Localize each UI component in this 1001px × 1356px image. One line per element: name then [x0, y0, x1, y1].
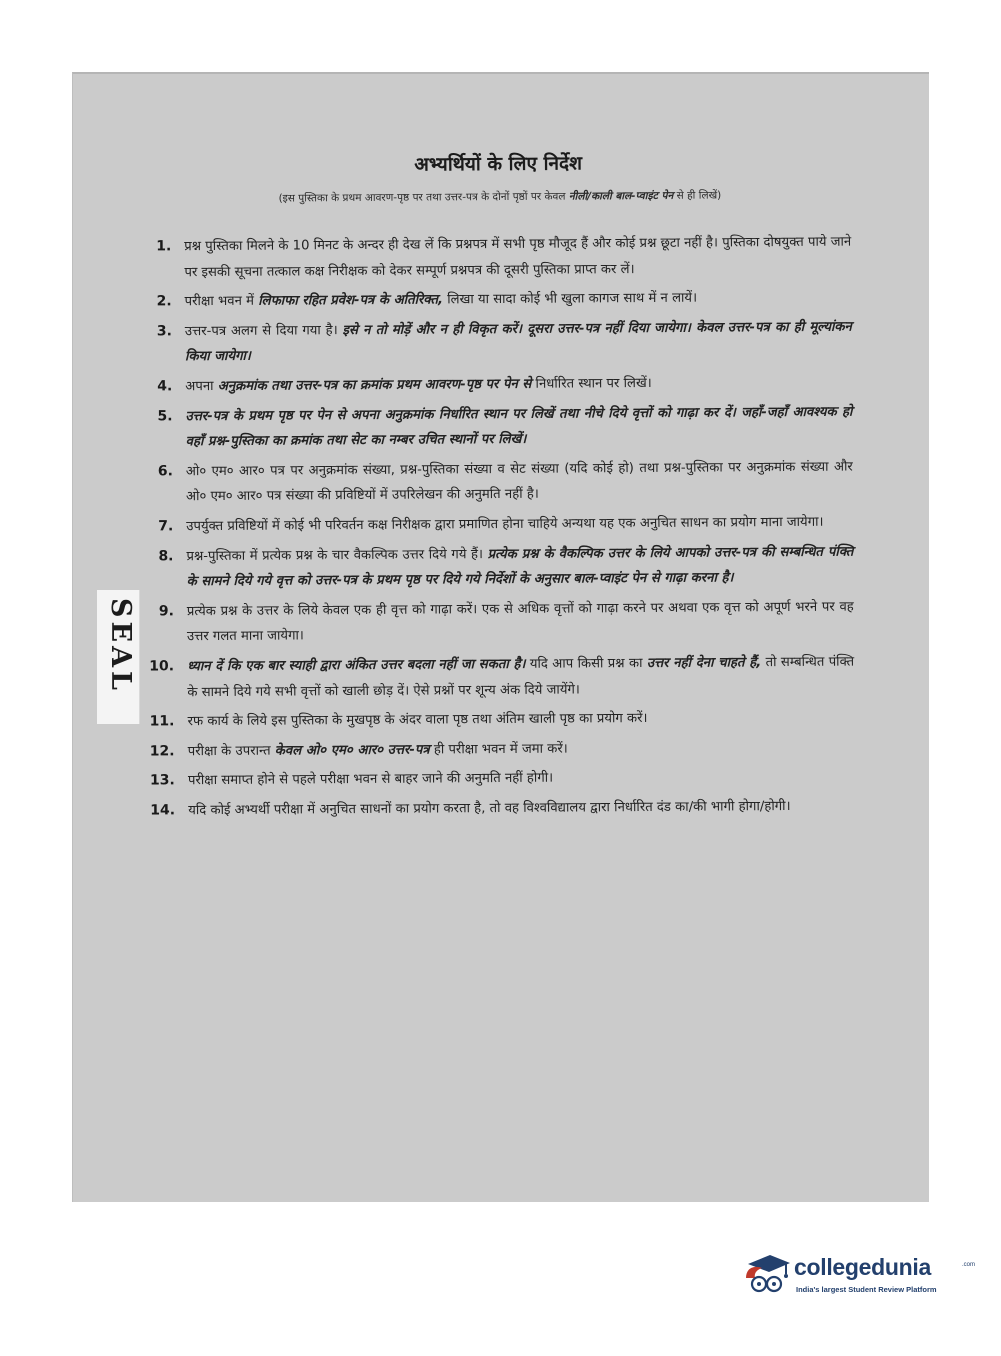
instruction-number: 14.: [150, 802, 176, 819]
instruction-emphasis: उत्तर-पत्र के प्रथम पृष्ठ पर पेन से अपना अनुक्रमांक निर्धारित स्थान पर लिखें तथा नीचे दिये वृत्तों को गाढ़ा कर दें। जहाँ-जहाँ आवश्यक हो वहाँ प्रश्न-पुस्तिका का क्रमांक तथा सेट का नम्बर उचित स्थानों पर लिखें।: [185, 404, 853, 450]
instruction-item: [159, 594, 854, 650]
instruction-item: [157, 370, 852, 400]
instruction-emphasis: अनुक्रमांक तथा उत्तर-पत्र का क्रमांक प्रथम आवरण-पृष्ठ पर पेन से: [217, 376, 532, 394]
instruction-emphasis: केवल ओ० एम० आर० उत्तर-पत्र: [274, 742, 430, 759]
instruction-item: [149, 734, 855, 764]
instruction-number: 3.: [156, 323, 172, 340]
brand-tagline: India's largest Student Review Platform: [796, 1285, 937, 1294]
instruction-number: 5.: [157, 407, 173, 424]
instruction-text: अपना: [185, 378, 218, 395]
instruction-item: [157, 399, 852, 455]
instruction-emphasis: इसे न तो मोड़ें और न ही विकृत करें। दूसरा उत्तर-पत्र नहीं दिया जायेगा। केवल उत्तर-पत्र का ही मूल्यांकन किया जायेगा।: [184, 319, 852, 365]
brand-name: collegedunia: [794, 1254, 931, 1280]
instruction-number: 13.: [149, 772, 175, 789]
seal-text: SEAL: [105, 598, 136, 695]
subtitle-end: से ही लिखें): [673, 189, 722, 202]
instruction-item: [157, 314, 852, 370]
page-title: अभ्यर्थियों के लिए निर्देश: [414, 152, 583, 176]
instruction-text: रफ कार्य के लिये इस पुस्तिका के मुखपृष्ठ के अंदर वाला पृष्ठ तथा अंतिम खाली पृष्ठ का प्रयोग करें।: [187, 711, 648, 730]
page-subtitle: [150, 188, 850, 207]
instruction-item: [149, 705, 854, 735]
instruction-emphasis: लिफाफा रहित प्रवेश-पत्र के अतिरिक्त,: [258, 292, 444, 309]
subtitle-text: (इस पुस्तिका के प्रथम आवरण-पृष्ठ पर तथा उत्तर-पत्र के दोनों पृष्ठों पर केवल: [278, 190, 569, 205]
instruction-number: 10.: [149, 658, 175, 675]
instruction-emphasis: उत्तर नहीं देना चाहते हैं,: [646, 655, 762, 671]
instruction-text: लिखा या सादा कोई भी खुला कागज साथ में न लायें।: [442, 290, 698, 308]
instruction-text: प्रत्येक प्रश्न के उत्तर के लिये केवल एक ही वृत्त को गाढ़ा करें। एक से अधिक वृत्तों को गाढ़ा करने पर अथवा एक वृत्त को अपूर्ण भरने पर वह उत्तर गलत माना जायेगा।: [186, 599, 854, 645]
instruction-text: ही परीक्षा भवन में जमा करें।: [429, 741, 568, 758]
instruction-emphasis: प्रत्येक प्रश्न के वैकल्पिक उत्तर के लिये आपको उत्तर-पत्र की सम्बन्धित पंक्ति के सामने दिये गये वृत्त को उत्तर-पत्र के प्रथम पृष्ठ पर दिये गये निर्देशों के अनुसार बाल-प्वाइंट पेन से गाढ़ा करना है।: [186, 544, 854, 590]
instruction-number: 8.: [158, 547, 174, 564]
subtitle-emphasis: नीली/काली बाल-प्वाइंट पेन: [568, 189, 674, 203]
instruction-text: प्रश्न-पुस्तिका में प्रत्येक प्रश्न के चार वैकल्पिक उत्तर दिये गये हैं।: [186, 546, 488, 564]
instruction-text: परीक्षा भवन में: [184, 293, 259, 310]
instruction-text: ओ० एम० आर० पत्र पर अनुक्रमांक संख्या, प्रश्न-पुस्तिका संख्या व सेट संख्या (यदि कोई हो) तथा प्रश्न-पुस्तिका पर अनुक्रमांक संख्या और ओ० एम० आर० पत्र संख्या की प्रविष्टियों में उपरिलेखन की अनुमति नहीं है।: [185, 459, 853, 505]
instruction-number: 6.: [157, 463, 173, 480]
instruction-text: परीक्षा के उपरान्त: [187, 743, 275, 759]
instruction-item: [149, 764, 855, 794]
instruction-text: यदि कोई अभ्यर्थी परीक्षा में अनुचित साधनों का प्रयोग करता है, तो वह विश्वविद्यालय द्वारा निर्धारित दंड का/की भागी होगा/होगी।: [188, 798, 791, 819]
instruction-number: 4.: [157, 378, 173, 395]
instruction-text: तो सम्बन्धित पंक्ति के सामने दिये गये सभी वृत्तों को खाली छोड़ दें। ऐसे प्रश्नों पर शून्य अंक दिये जायेंगे।: [187, 654, 855, 700]
collegedunia-logo: [740, 1250, 980, 1320]
instruction-number: 7.: [158, 518, 174, 535]
page-content: [69, 71, 934, 1207]
instruction-number: 11.: [149, 713, 175, 730]
instruction-item: [158, 454, 853, 510]
instruction-item: [158, 509, 853, 539]
instruction-text: उत्तर-पत्र अलग से दिया गया है।: [184, 322, 343, 339]
seal-sticker: [97, 590, 140, 724]
instruction-text: परीक्षा समाप्त होने से पहले परीक्षा भवन से बाहर जाने की अनुमति नहीं होगी।: [187, 770, 554, 789]
graduate-face-icon: [742, 1250, 792, 1300]
instruction-number: 9.: [158, 603, 174, 620]
instruction-number: 2.: [156, 293, 172, 310]
instruction-emphasis: ध्यान दें कि एक बार स्याही द्वारा अंकित उत्तर बदला नहीं जा सकता है।: [187, 656, 526, 675]
instruction-number: 1.: [156, 238, 172, 255]
instruction-number: 12.: [149, 742, 175, 760]
instruction-item: [149, 649, 855, 705]
instruction-list: [149, 230, 855, 828]
instruction-text: प्रश्न पुस्तिका मिलने के 10 मिनट के अन्दर ही देख लें कि प्रश्नपत्र में सभी पृष्ठ मौजूद हैं और कोई प्रश्न छूटा नहीं है। पुस्तिका दोषयुक्त पाये जाने पर इसकी सूचना तत्काल कक्ष निरीक्षक को देकर सम्पूर्ण प्रश्नपत्र की दूसरी पुस्तिका प्राप्त कर लें।: [184, 234, 852, 280]
instruction-item: [158, 539, 853, 595]
instruction-item: [156, 230, 851, 286]
instruction-text: उपर्युक्त प्रविष्टियों में कोई भी परिवर्तन कक्ष निरीक्षक द्वारा प्रमाणित होना चाहिये अन्यथा यह एक अनुचित साधन का प्रयोग माना जायेगा।: [186, 514, 824, 535]
instruction-item: [157, 285, 852, 315]
scanned-page: [72, 72, 929, 1202]
instruction-text: निर्धारित स्थान पर लिखें।: [531, 375, 652, 392]
instruction-text: यदि आप किसी प्रश्न का: [525, 655, 647, 672]
instruction-item: [150, 793, 855, 823]
brand-domain: .com: [962, 1262, 976, 1268]
